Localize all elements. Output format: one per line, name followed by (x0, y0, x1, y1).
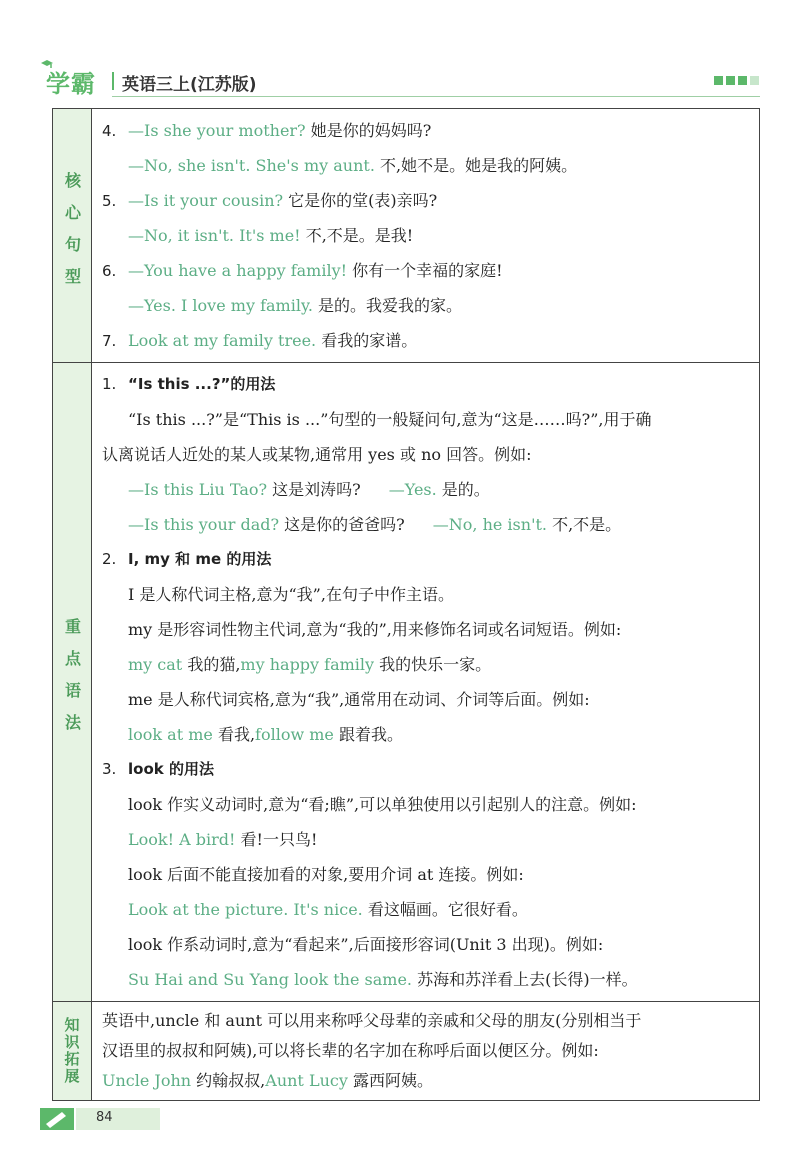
example-line (102, 717, 749, 752)
chinese-text: 是的。我爱我的家。 (318, 296, 463, 315)
item-number: 3. (102, 760, 117, 778)
sentence-line (102, 113, 749, 148)
knowledge-extension-content (92, 1002, 759, 1100)
item-number: 7. (102, 332, 117, 350)
english-text: Look at the picture. It's nice. (128, 900, 363, 919)
section-label-cell (53, 1002, 92, 1100)
chinese-text: 不,不是。 (552, 515, 622, 534)
heading-text: I, my 和 me 的用法 (128, 550, 272, 568)
explanation-line: I 是人称代词主格,意为“我”,在句子中作主语。 (128, 585, 454, 604)
core-sentences-section (53, 109, 759, 363)
chinese-text: 看我, (217, 725, 256, 744)
explanation-line: me 是人称代词宾格,意为“我”,通常用在动词、介词等后面。例如: (128, 690, 590, 709)
footer-bar (76, 1108, 160, 1130)
item-number: 5. (102, 192, 117, 210)
brand-logo: 学霸 (46, 70, 96, 98)
example-line (102, 507, 749, 542)
chinese-text: 是的。 (441, 480, 490, 499)
chinese-text: 我的猫, (187, 655, 241, 674)
item-number: 2. (102, 550, 117, 568)
example-line (102, 1066, 749, 1096)
chinese-text: 露西阿姨。 (352, 1071, 433, 1090)
sentence-line (102, 288, 749, 323)
explanation-line: “Is this ...?”是“This is ...”句型的一般疑问句,意为“这是……吗?”,用于确 (128, 410, 652, 429)
english-text: Uncle John (102, 1071, 192, 1090)
example-line (102, 822, 749, 857)
section-label: 重点语法 (62, 618, 82, 746)
book-title: 英语三上(江苏版) (122, 75, 257, 95)
example-line (102, 472, 749, 507)
chinese-text: 跟着我。 (338, 725, 403, 744)
english-text: Aunt Lucy (265, 1071, 348, 1090)
heading-text: “Is this ...?”的用法 (128, 375, 276, 393)
item-number: 1. (102, 375, 117, 393)
example-line (102, 647, 749, 682)
example-line (102, 962, 749, 997)
explanation-line: 认离说话人近处的某人或某物,通常用 yes 或 no 回答。例如: (102, 445, 532, 464)
chinese-text: 看!一只鸟! (240, 830, 318, 849)
section-label-cell (53, 109, 92, 362)
page-footer (40, 1108, 160, 1130)
sentence-line (102, 323, 749, 358)
header-rule (112, 96, 760, 97)
english-text: Look at my family tree. (128, 331, 317, 350)
key-grammar-content (92, 363, 759, 1001)
english-text: —Is she your mother? (128, 121, 306, 140)
chinese-text: 不,不是。是我! (305, 226, 414, 245)
english-text: —You have a happy family! (128, 261, 348, 280)
english-text: —Yes. (388, 480, 437, 499)
section-label: 知识拓展 (62, 1017, 81, 1085)
heading-text: look 的用法 (128, 760, 214, 778)
chinese-text: 不,她不是。她是我的阿姨。 (380, 156, 578, 175)
core-sentences-content (92, 109, 759, 362)
chinese-text: 看我的家谱。 (321, 331, 418, 350)
item-number: 6. (102, 262, 117, 280)
english-text: —No, he isn't. (432, 515, 547, 534)
pencil-icon (40, 1108, 74, 1130)
page-number: 84 (96, 1110, 113, 1125)
english-text: —Is this Liu Tao? (128, 480, 268, 499)
english-text: —Yes. I love my family. (128, 296, 313, 315)
knowledge-extension-section (53, 1002, 759, 1100)
grammar-heading (102, 367, 749, 402)
english-text: —Is it your cousin? (128, 191, 284, 210)
sentence-line (102, 148, 749, 183)
explanation-line: look 作系动词时,意为“看起来”,后面接形容词(Unit 3 出现)。例如: (128, 935, 604, 954)
chinese-text: 它是你的堂(表)亲吗? (288, 191, 438, 210)
english-text: follow me (255, 725, 334, 744)
sentence-line (102, 218, 749, 253)
sentence-line (102, 183, 749, 218)
sentence-line (102, 253, 749, 288)
key-grammar-section (53, 363, 759, 1002)
english-text: Su Hai and Su Yang look the same. (128, 970, 412, 989)
english-text: my cat (128, 655, 183, 674)
chinese-text: 我的快乐一家。 (379, 655, 492, 674)
chinese-text: 她是你的妈妈吗? (310, 121, 432, 140)
content-table (52, 108, 760, 1101)
chinese-text: 这是刘涛吗? (272, 480, 361, 499)
explanation-line: look 后面不能直接加看的对象,要用介词 at 连接。例如: (128, 865, 524, 884)
english-text: —No, she isn't. She's my aunt. (128, 156, 375, 175)
grammar-heading (102, 752, 749, 787)
chinese-text: 约翰叔叔, (196, 1071, 266, 1090)
section-label-cell (53, 363, 92, 1001)
header-separator (112, 72, 114, 90)
chinese-text: 看这幅画。它很好看。 (367, 900, 528, 919)
explanation-line: look 作实义动词时,意为“看;瞧”,可以单独使用以引起别人的注意。例如: (128, 795, 637, 814)
grammar-heading (102, 542, 749, 577)
explanation-line: my 是形容词性物主代词,意为“我的”,用来修饰名词或名词短语。例如: (128, 620, 622, 639)
english-text: —Is this your dad? (128, 515, 280, 534)
chinese-text: 这是你的爸爸吗? (284, 515, 405, 534)
item-number: 4. (102, 122, 117, 140)
explanation-line: 汉语里的叔叔和阿姨),可以将长辈的名字加在称呼后面以便区分。例如: (102, 1041, 599, 1060)
english-text: look at me (128, 725, 213, 744)
page-header (40, 58, 765, 98)
chinese-text: 你有一个幸福的家庭! (352, 261, 503, 280)
english-text: —No, it isn't. It's me! (128, 226, 301, 245)
english-text: Look! A bird! (128, 830, 236, 849)
english-text: my happy family (240, 655, 375, 674)
example-line (102, 892, 749, 927)
decorative-squares (714, 76, 759, 85)
explanation-line: 英语中,uncle 和 aunt 可以用来称呼父母辈的亲戚和父母的朋友(分别相当于 (102, 1011, 642, 1030)
section-label: 核心句型 (62, 171, 82, 300)
chinese-text: 苏海和苏洋看上去(长得)一样。 (417, 970, 638, 989)
